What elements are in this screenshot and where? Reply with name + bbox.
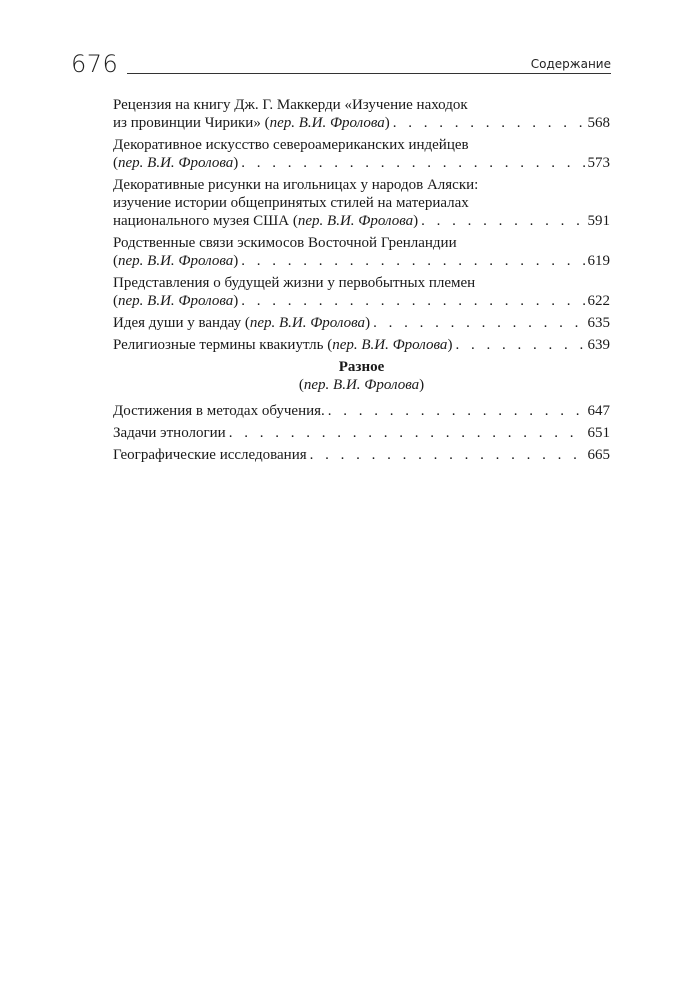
toc-entry-last-line bbox=[113, 154, 610, 172]
translator-credit: пер. В.И. Фролова bbox=[118, 155, 234, 171]
toc-entry-title: Достижения в методах обучения. bbox=[113, 403, 325, 419]
toc-entry-title-tail: из провинции Чирики» (пер. В.И. Фролова) bbox=[113, 115, 390, 131]
toc-entry-line: Родственные связи эскимосов Восточной Гренландии bbox=[113, 235, 457, 251]
toc-entry-last-line bbox=[113, 314, 610, 332]
toc-entry-last-line bbox=[113, 114, 610, 132]
toc-page-number: 619 bbox=[587, 253, 610, 269]
toc-entry[interactable] bbox=[113, 176, 610, 230]
page-number: 676 bbox=[71, 50, 119, 78]
translator-credit: пер. В.И. Фролова bbox=[269, 115, 385, 131]
toc-entry[interactable] bbox=[113, 314, 610, 332]
toc-page-number: 591 bbox=[587, 213, 610, 229]
toc-entry[interactable] bbox=[113, 234, 610, 270]
toc-entry[interactable] bbox=[113, 446, 610, 464]
toc-page-number: 635 bbox=[587, 315, 610, 331]
toc-page-number: 639 bbox=[587, 337, 610, 353]
toc-entry-line: Рецензия на книгу Дж. Г. Маккерди «Изучение находок bbox=[113, 97, 468, 113]
dot-leader bbox=[328, 402, 585, 420]
toc-entry-last-line bbox=[113, 424, 610, 442]
dot-leader bbox=[393, 114, 585, 132]
dot-leader bbox=[229, 424, 585, 442]
dot-leader bbox=[421, 212, 584, 230]
dot-leader bbox=[373, 314, 584, 332]
translator-credit: пер. В.И. Фролова bbox=[332, 337, 448, 353]
translator-credit: пер. В.И. Фролова bbox=[118, 253, 234, 269]
translator-credit: пер. В.И. Фролова bbox=[297, 213, 414, 229]
toc-page-number: 622 bbox=[587, 293, 610, 309]
toc-entry[interactable] bbox=[113, 424, 610, 442]
toc-entry[interactable] bbox=[113, 136, 610, 172]
section-heading: Разное bbox=[338, 359, 385, 375]
toc-page-number: 568 bbox=[587, 115, 610, 131]
dot-leader bbox=[455, 336, 584, 354]
toc-entry-title-tail: (пер. В.И. Фролова) bbox=[113, 253, 239, 269]
toc-entry[interactable] bbox=[113, 96, 610, 132]
dot-leader bbox=[241, 154, 584, 172]
toc-entry-line: Декоративное искусство североамериканских индейцев bbox=[113, 137, 469, 153]
toc-entry[interactable] bbox=[113, 274, 610, 310]
dot-leader bbox=[241, 252, 584, 270]
toc-entry-title-tail: национального музея США (пер. В.И. Фролова) bbox=[113, 213, 419, 229]
toc-entry-line: Представления о будущей жизни у первобытных племен bbox=[113, 275, 476, 291]
toc-entry-last-line bbox=[113, 252, 610, 270]
running-head: Содержание bbox=[530, 57, 611, 71]
toc-entry-title-tail: (пер. В.И. Фролова) bbox=[113, 155, 239, 171]
section-translator-note: (пер. В.И. Фролова) bbox=[298, 377, 425, 393]
toc-entry-title: Задачи этнологии bbox=[113, 425, 226, 441]
header-rule bbox=[127, 73, 611, 74]
translator-credit: пер. В.И. Фролова bbox=[303, 377, 420, 393]
toc-entry-last-line bbox=[113, 336, 610, 354]
toc-page-number: 573 bbox=[587, 155, 610, 171]
dot-leader bbox=[310, 446, 585, 464]
table-of-contents bbox=[113, 96, 610, 468]
toc-entry-last-line bbox=[113, 402, 610, 420]
translator-credit: пер. В.И. Фролова bbox=[249, 315, 366, 331]
toc-entry-last-line bbox=[113, 446, 610, 464]
toc-entry-last-line bbox=[113, 292, 610, 310]
toc-page-number: 665 bbox=[587, 447, 610, 463]
toc-entry[interactable] bbox=[113, 402, 610, 420]
toc-entry-title-tail: Религиозные термины квакиутль (пер. В.И. Фролова) bbox=[113, 337, 453, 353]
toc-entry-last-line bbox=[113, 212, 610, 230]
toc-page-number: 647 bbox=[587, 403, 610, 419]
toc-entry-title-tail: (пер. В.И. Фролова) bbox=[113, 293, 239, 309]
dot-leader bbox=[241, 292, 584, 310]
translator-credit: пер. В.И. Фролова bbox=[118, 293, 234, 309]
toc-entry[interactable] bbox=[113, 336, 610, 354]
toc-entry-line: изучение истории общепринятых стилей на материалах bbox=[113, 195, 469, 211]
toc-entry-title-tail: Идея души у вандау (пер. В.И. Фролова) bbox=[113, 315, 371, 331]
toc-entry-title: Географические исследования bbox=[113, 447, 307, 463]
toc-entry-line: Декоративные рисунки на игольницах у народов Аляски: bbox=[113, 177, 479, 193]
toc-page-number: 651 bbox=[587, 425, 610, 441]
